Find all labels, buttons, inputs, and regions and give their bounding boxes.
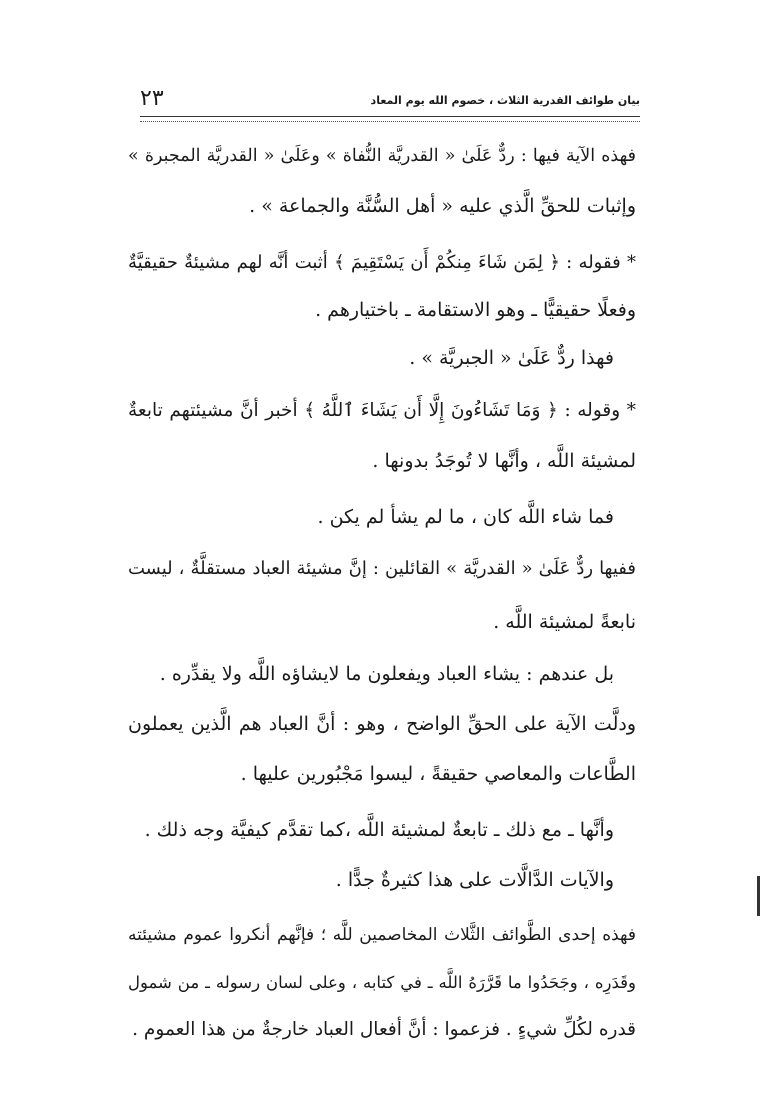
header-rule — [140, 116, 640, 122]
paragraph-8-line-2: الطَّاعات والمعاصي حقيقةً ، ليسوا مَجْبُورين عليها . — [240, 763, 636, 785]
paragraph-5: فما شاء اللَّه كان ، ما لم يشأ لم يكن . — [317, 506, 614, 528]
margin-mark — [757, 876, 760, 916]
page-number: ٢٣ — [140, 86, 164, 111]
paragraph-4-line-2: لمشيئة اللَّه ، وأنَّها لا تُوجَدُ بدونها . — [372, 450, 636, 472]
paragraph-1-line-2: وإثبات للحقِّ الَّذي عليه « أهل السُّنَّة والجماعة » . — [249, 195, 636, 217]
paragraph-8-line-1: ودلَّت الآية على الحقِّ الواضح ، وهو : أنَّ العباد هم الَّذين يعملون — [128, 713, 636, 735]
paragraph-2-line-2: وفعلًا حقيقيًّا ـ وهو الاستقامة ـ باختيارهم . — [315, 299, 636, 321]
paragraph-9: وأنَّها ـ مع ذلك ـ تابعةٌ لمشيئة اللَّه ،كما تقدَّم كيفيَّة وجه ذلك . — [144, 819, 614, 841]
paragraph-1-line-1: فهذه الآية فيها : ردٌّ عَلَىٰ « القدريَّة النُّفاة » وعَلَىٰ « القدريَّة المجبرة » — [128, 146, 636, 166]
paragraph-11-line-2: وقَدَرِه ، وجَحَدُوا ما قَرَّرَهُ اللَّه ـ في كتابه ، وعلى لسان رسوله ـ من شمول — [128, 973, 636, 992]
paragraph-10: والآيات الدَّالَّات على هذا كثيرةٌ جدًّا . — [335, 869, 614, 891]
paragraph-11-line-1: فهذه إحدى الطَّوائف الثَّلاث المخاصمين للَّه ؛ فإنَّهم أنكروا عموم مشيئته — [128, 925, 636, 945]
paragraph-6-line-2: نابعةً لمشيئة اللَّه . — [493, 611, 636, 633]
paragraph-11-line-3: قدره لكُلِّ شيءٍ . فزعموا : أنَّ أفعال العباد خارجةٌ من هذا العموم . — [132, 1019, 636, 1040]
running-header — [140, 86, 640, 114]
paragraph-4-line-1: * وقوله : ﴿ وَمَا تَشَاءُونَ إِلَّا أَن يَشَاءَ ٱللَّهُ ﴾ أخبر أنَّ مشيئتهم تابعةٌ — [128, 400, 636, 421]
paragraph-6-line-1: ففيها ردٌّ عَلَىٰ « القدريَّة » القائلين : إنَّ مشيئة العباد مستقلَّةٌ ، ليست — [128, 558, 636, 579]
paragraph-2-line-1: * فقوله : ﴿ لِمَن شَاءَ مِنكُمْ أَن يَسْتَقِيمَ ﴾ أثبت أنَّه لهم مشيئةٌ حقيقيَّةٌ — [128, 252, 636, 273]
paragraph-3: فهذا ردٌّ عَلَىٰ « الجبريَّة » . — [409, 347, 614, 369]
paragraph-7: بل عندهم : يشاء العباد ويفعلون ما لايشاؤه اللَّه ولا يقدِّره . — [159, 663, 614, 685]
running-title: بيان طوائف القدرية الثلاث ، خصوم الله يوم المعاد — [370, 94, 640, 107]
